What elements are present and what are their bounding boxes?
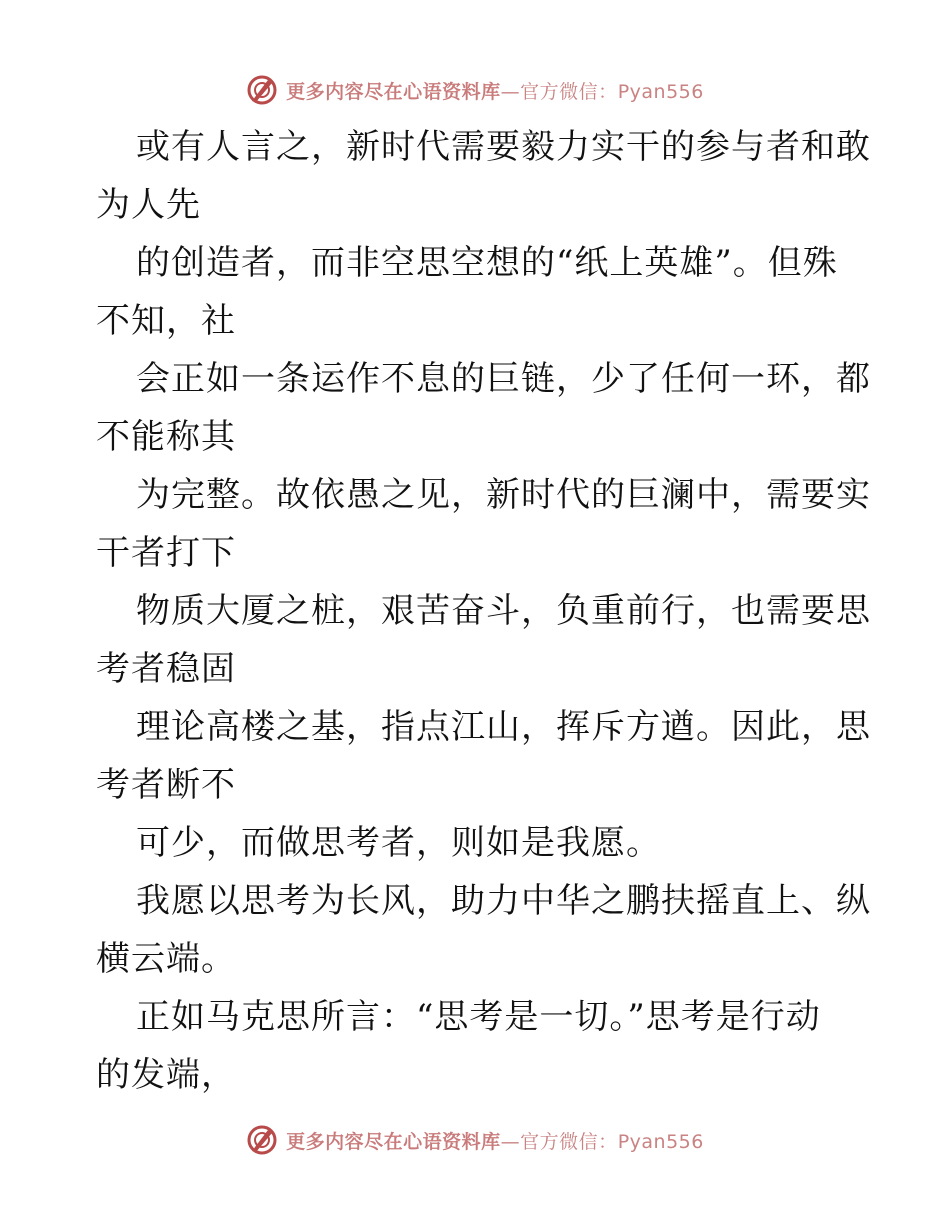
text-line: 为完整。故依愚之见，新时代的巨澜中，需要实	[136, 475, 871, 515]
text-line: 理论高楼之基，指点江山，挥斥方遒。因此，思	[136, 707, 871, 747]
watermark-text	[286, 77, 704, 104]
watermark-brand: 更多内容尽在心语资料库	[286, 1130, 501, 1153]
watermark-wechat-label: 官方微信：	[520, 80, 618, 103]
text-line: 不能称其	[96, 417, 236, 457]
text-line: 的创造者，而非空思空想的“纸上英雄”。但殊	[136, 243, 838, 283]
quill-logo-icon	[246, 74, 278, 106]
text-line: 或有人言之，新时代需要毅力实干的参与者和敢	[136, 127, 871, 167]
text-line: 考者稳固	[96, 649, 236, 689]
watermark-separator: —	[500, 80, 521, 103]
watermark-wechat-id: Pyan556	[617, 1130, 704, 1153]
text-line: 物质大厦之桩，艰苦奋斗，负重前行，也需要思	[136, 591, 871, 631]
text-line: 不知，社	[96, 301, 236, 341]
text-line: 会正如一条运作不息的巨链，少了任何一环，都	[136, 359, 871, 399]
footer-watermark	[0, 1122, 950, 1158]
text-line: 为人先	[96, 185, 201, 225]
text-line: 的发端，	[96, 1055, 236, 1095]
watermark-wechat-id: Pyan556	[617, 80, 704, 103]
text-line: 正如马克思所言：“思考是一切。”思考是行动	[136, 997, 821, 1037]
quill-logo-icon	[246, 1124, 278, 1156]
text-line: 考者断不	[96, 765, 236, 805]
watermark-wechat-label: 官方微信：	[520, 1130, 618, 1153]
text-line: 横云端。	[96, 939, 236, 979]
watermark-text	[286, 1127, 704, 1154]
text-line: 可少，而做思考者，则如是我愿。	[136, 823, 661, 863]
essay-text	[96, 118, 871, 1104]
text-line: 我愿以思考为长风，助力中华之鹏扶摇直上、纵	[136, 881, 871, 921]
watermark-brand: 更多内容尽在心语资料库	[286, 80, 501, 103]
watermark-separator: —	[500, 1130, 521, 1153]
text-line: 干者打下	[96, 533, 236, 573]
header-watermark	[0, 72, 950, 108]
